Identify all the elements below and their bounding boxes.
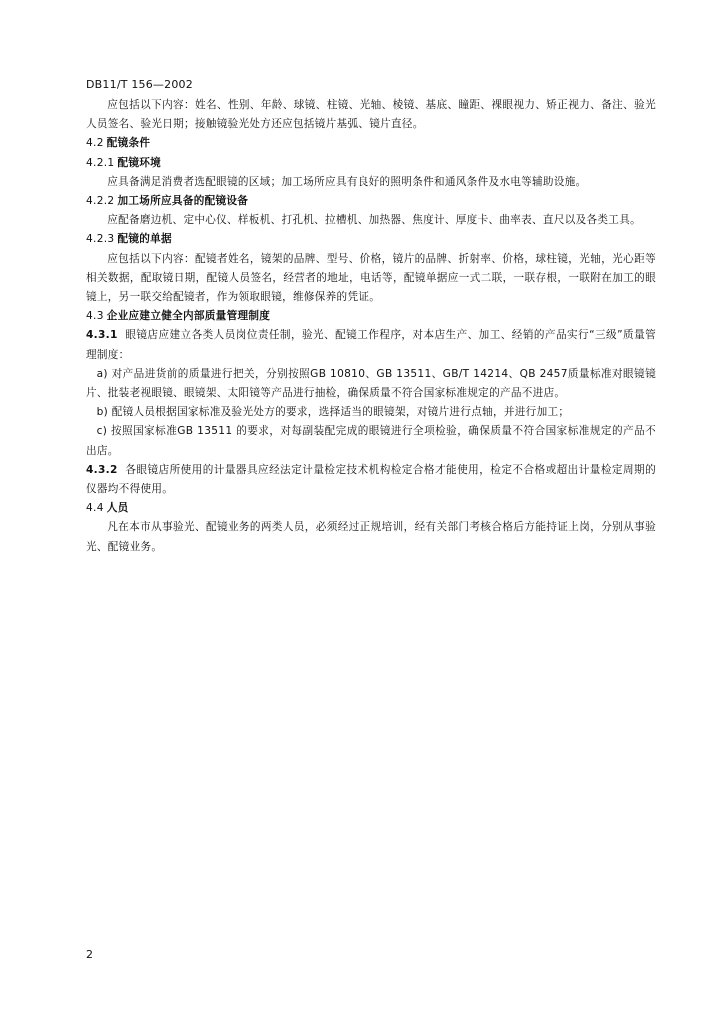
section-heading-4-4	[86, 499, 656, 518]
section-heading-4-3	[86, 307, 656, 326]
clause-4-3-2	[86, 461, 656, 499]
section-title: 配镜条件	[106, 137, 151, 150]
section-number: 4.4	[86, 502, 104, 515]
section-title: 配镜环境	[117, 156, 162, 169]
section-title: 配镜的单据	[117, 233, 172, 246]
clause-4-3-1	[86, 326, 656, 364]
section-number: 4.2	[86, 137, 104, 150]
section-title: 企业应建立健全内部质量管理制度	[106, 310, 271, 323]
paragraph-prescription-contents: 应包括以下内容：姓名、性别、年龄、球镜、柱镜、光轴、棱镜、基底、瞳距、裸眼视力、矫正视力、备注、验光人员签名、验光日期；接触镜验光处方还应包括镜片基弧、镜片直径。	[86, 99, 656, 131]
section-number: 4.2.2	[86, 195, 115, 208]
section-title: 加工场所应具备的配镜设备	[117, 195, 249, 208]
clause-text: 各眼镜店所使用的计量器具应经法定计量检定技术机构检定合格才能使用，检定不合格或超出计量检定周期的仪器均不得使用。	[86, 463, 656, 496]
clause-text: 眼镜店应建立各类人员岗位责任制，验光、配镜工作程序，对本店生产、加工、经销的产品实行“三级”质量管理制度：	[86, 329, 657, 361]
section-heading-4-2-1	[86, 154, 656, 173]
list-item-c: c) 按照国家标准GB 13511 的要求，对每副装配完成的眼镜进行全项检验，确保质量不符合国家标准规定的产品不出店。	[86, 425, 656, 457]
list-item-a: a) 对产品进货前的质量进行把关，分别按照GB 10810、GB 13511、GB/T 14214、QB 2457质量标准对眼镜镜片、批装老视眼镜、眼镜架、太阳镜等产品进行抽检，确保质量不符合国家标准规定的产品不进店。	[86, 367, 656, 400]
clause-number: 4.3.1	[86, 329, 118, 342]
document-code: DB11/T 156—2002	[86, 78, 193, 91]
list-item-b: b) 配镜人员根据国家标准及验光处方的要求，选择适当的眼镜架，对镜片进行点轴，并进行加工；	[96, 406, 570, 419]
paragraph-environment: 应具备满足消费者选配眼镜的区域；加工场所应具有良好的照明条件和通风条件及水电等辅助设施。	[107, 175, 587, 188]
clause-number: 4.3.2	[86, 463, 118, 476]
section-heading-4-2-3	[86, 230, 656, 249]
section-number: 4.2.1	[86, 156, 115, 169]
paragraph-equipment: 应配备磨边机、定中心仪、样板机、打孔机、拉槽机、加热器、焦度计、厚度卡、曲率表、直尺以及各类工具。	[107, 214, 641, 227]
paragraph-receipts: 应包括以下内容：配镜者姓名，镜架的品牌、型号、价格，镜片的品牌、折射率、价格，球柱镜，光轴，光心距等相关数据，配取镜日期，配镜人员签名，经营者的地址，电话等，配镜单据应一式二联，一联存根，一联附在加工的眼镜上，另一联交给配镜者，作为领取眼镜，维修保养的凭证。	[86, 252, 656, 304]
section-heading-4-2-2	[86, 192, 656, 211]
section-heading-4-2	[86, 134, 656, 153]
section-title: 人员	[106, 502, 129, 515]
section-number: 4.2.3	[86, 233, 115, 246]
document-body	[86, 96, 656, 557]
paragraph-personnel: 凡在本市从事验光、配镜业务的两类人员，必须经过正规培训，经有关部门考核合格后方能持证上岗，分别从事验光、配镜业务。	[86, 521, 656, 553]
page-number: 2	[86, 948, 93, 961]
section-number: 4.3	[86, 310, 104, 323]
